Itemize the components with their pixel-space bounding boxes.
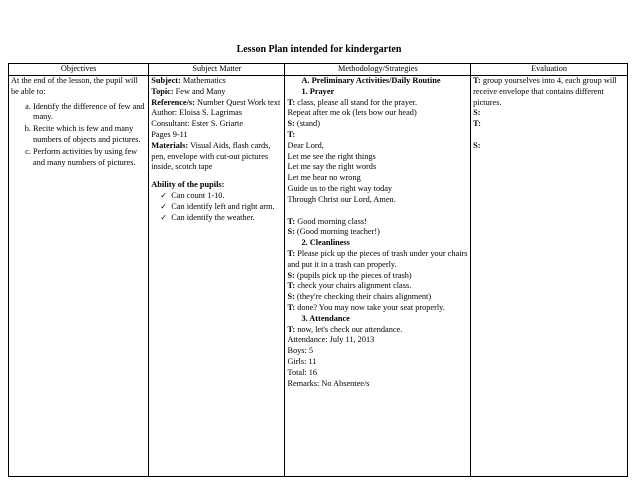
objective-item: b. Recite which is few and many numbers of objects and pictures. <box>33 124 146 146</box>
subject-matter-cell <box>149 76 285 477</box>
objectives-intro: At the end of the lesson, the pupil will be able to: <box>11 76 138 96</box>
evaluation-teacher-line: T: <box>473 119 481 129</box>
attendance-remarks: Remarks: No Absentee/s <box>287 378 370 388</box>
section-cleanliness-heading: 2. Cleanliness <box>301 238 350 248</box>
dialogue-line: S: (Good morning teacher!) <box>287 227 380 237</box>
pages-line: Pages 9-11 <box>151 129 188 139</box>
reference-line: Reference/s: Number Quest Work text <box>151 97 281 107</box>
objective-item: a. Identify the difference of few and many. <box>33 102 146 124</box>
dialogue-line: Let me see the right things <box>287 151 376 161</box>
content-row <box>9 76 628 477</box>
consultant-line: Consultant: Ester S. Griarte <box>151 119 244 129</box>
dialogue-line: S: (pupils pick up the pieces of trash) <box>287 270 412 280</box>
lesson-plan-table <box>8 63 628 477</box>
section-prayer-heading: 1. Prayer <box>301 86 335 96</box>
evaluation-cell <box>471 76 628 477</box>
methodology-cell <box>285 76 471 477</box>
ability-item: ✓ Can count 1-10. <box>160 190 225 200</box>
dialogue-line: Let me say the right words <box>287 162 377 172</box>
dialogue-line: T: class, please all stand for the prayer. <box>287 97 418 107</box>
header-row <box>9 64 628 76</box>
dialogue-line: T: done? You may now take your seat properly. <box>287 302 445 312</box>
header-methodology: Methodology/Strategies <box>285 64 471 76</box>
section-attendance-heading: 3. Attendance <box>301 313 350 323</box>
evaluation-instruction: T: group yourselves into 4, each group will receive envelope that contains different pictures. <box>473 76 617 107</box>
ability-heading: Ability of the pupils: <box>151 180 225 190</box>
dialogue-line: T: <box>287 129 296 139</box>
dialogue-line: Guide us to the right way today <box>287 183 393 193</box>
author-line: Author: Eloisa S. Lagrimas <box>151 108 243 118</box>
checkmark-icon: ✓ <box>160 201 167 211</box>
attendance-girls: Girls: 11 <box>287 356 317 366</box>
attendance-total: Total: 16 <box>287 367 318 377</box>
ability-item: ✓ Can identify left and right arm. <box>160 201 275 211</box>
cleanliness-block <box>287 249 468 314</box>
objectives-cell <box>9 76 149 477</box>
objectives-list <box>11 102 146 169</box>
header-evaluation: Evaluation <box>471 64 628 76</box>
attendance-boys: Boys: 5 <box>287 346 314 356</box>
dialogue-line: Through Christ our Lord, Amen. <box>287 194 396 204</box>
dialogue-line: T: now, let's check our attendance. <box>287 324 403 334</box>
topic-line: Topic: Few and Many <box>151 86 226 96</box>
page-title: Lesson Plan intended for kindergarten <box>236 44 402 55</box>
attendance-date: Attendance: July 11, 2013 <box>287 335 375 345</box>
section-preliminary-heading: A. Preliminary Activities/Daily Routine <box>301 76 441 85</box>
dialogue-line: Dear Lord, <box>287 140 324 150</box>
checkmark-icon: ✓ <box>160 190 167 200</box>
subject-line: Subject: Mathematics <box>151 76 226 85</box>
evaluation-student-line: S: <box>473 108 481 118</box>
prayer-block <box>287 98 468 206</box>
header-subject-matter: Subject Matter <box>149 64 285 76</box>
objective-item: c. Perform activities by using few and many numbers of pictures. <box>33 147 146 169</box>
checkmark-icon: ✓ <box>160 212 167 222</box>
attendance-block <box>287 325 468 390</box>
dialogue-line: T: check your chairs alignment class. <box>287 281 412 291</box>
dialogue-line: Let me hear no wrong <box>287 173 361 183</box>
evaluation-student-line: S: <box>473 140 481 150</box>
dialogue-line: T: Please pick up the pieces of trash under your chairs and put it in a trash can properly. <box>287 248 468 269</box>
materials-line: Materials: Visual Aids, flash cards, pen, envelope with cut-out pictures inside, scotch tape <box>151 140 271 172</box>
header-objectives: Objectives <box>9 64 149 76</box>
dialogue-line: S: (stand) <box>287 119 320 129</box>
greeting-block <box>287 217 468 239</box>
ability-list <box>151 191 282 223</box>
dialogue-line: Repeat after me ok (lets bow our head) <box>287 108 417 118</box>
dialogue-line: S: (they're checking their chairs alignment) <box>287 292 432 302</box>
dialogue-line: T: Good morning class! <box>287 216 367 226</box>
ability-item: ✓ Can identify the weather. <box>160 212 255 222</box>
